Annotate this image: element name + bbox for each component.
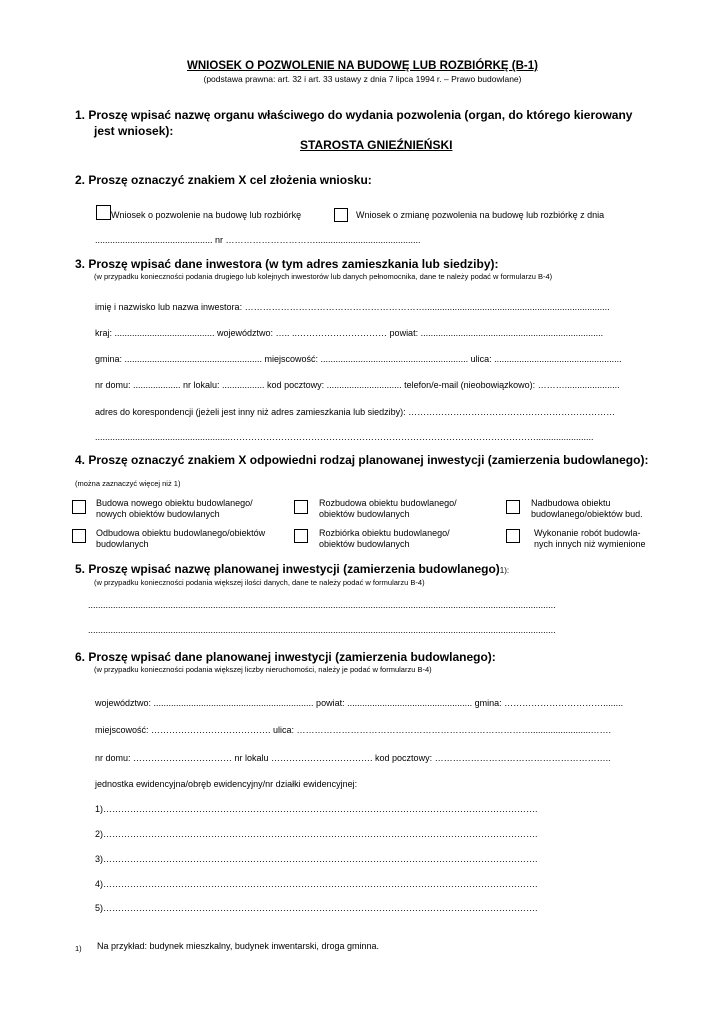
section-5-footnote-ref: 1): (499, 566, 510, 575)
investment-name-field-line-1[interactable]: ........................................................................................................................................................................................... (88, 600, 556, 610)
footnote-text: Na przykład: budynek mieszkalny, budynek inwentarski, droga gminna. (97, 941, 379, 951)
form-title: WNIOSEK O POZWOLENIE NA BUDOWĘ LUB ROZBIÓRKĘ (B-1) (187, 60, 538, 72)
change-permit-date-number-field[interactable]: ............................................... nr ………………………….......................................... (95, 235, 421, 245)
cadastral-parcel-field-2[interactable]: 2)………………………………………………………………………………………………………………………………. (95, 829, 538, 839)
section-4-note: (można zaznaczyć więcej niż 1) (75, 479, 181, 488)
investor-country-region-field[interactable]: kraj: ........................................ województwo: ….. ..………………………… powiat: ......................................................................... (95, 328, 604, 338)
section-4-heading: 4. Proszę oznaczyć znakiem X odpowiedni rodzaj planowanej inwestycji (zamierzenia budowlanego): (75, 453, 649, 467)
section-6-note: (w przypadku konieczności podania większej liczby nieruchomości, należy je podać w formularzu B-4) (94, 665, 432, 674)
investment-house-postcode-field[interactable]: nr domu: …………………………… nr lokalu ……………………………. kod pocztowy: ………………………………………………….. (95, 753, 611, 763)
section-2-heading: 2. Proszę oznaczyć znakiem X cel złożenia wniosku: (75, 173, 372, 187)
investment-type-reconstruction-label: Odbudowa obiektu budowlanego/obiektów budowlanych (96, 528, 266, 549)
purpose-option-change-permit-label: Wniosek o zmianę pozwolenia na budowę lub rozbiórkę z dnia (356, 210, 605, 220)
section-5-heading-text: 5. Proszę wpisać nazwę planowanej inwestycji (zamierzenia budowlanego) (75, 562, 500, 576)
investment-type-demolition-label: Rozbiórka obiektu budowlanego/ obiektów budowlanych (319, 528, 450, 549)
section-3-note: (w przypadku konieczności podania drugiego lub kolejnych inwestorów lub danych pełnomocnika, dane te należy podać w formularzu B-4) (94, 272, 553, 281)
investor-correspondence-address-field[interactable]: adres do korespondencji (jeżeli jest inny niż adres zamieszkania lub siedziby): …………………………………………………………… (95, 407, 616, 417)
investment-type-checkbox-reconstruction[interactable] (72, 529, 86, 543)
cadastral-parcel-field-5[interactable]: 5)………………………………………………………………………………………………………………………………. (95, 903, 538, 913)
investment-locality-street-field[interactable]: miejscowość: …………………………………. ulica: ……………………………………………………………………........................……. (95, 725, 612, 735)
purpose-checkbox-new-permit[interactable] (96, 205, 111, 220)
investment-type-checkbox-other-works[interactable] (506, 529, 520, 543)
investment-type-checkbox-demolition[interactable] (294, 529, 308, 543)
investment-type-checkbox-extension[interactable] (294, 500, 308, 514)
section-3-heading: 3. Proszę wpisać dane inwestora (w tym adres zamieszkania lub siedziby): (75, 257, 499, 271)
section-1-heading: 1. Proszę wpisać nazwę organu właściwego do wydania pozwolenia (organ, do którego kierowany (75, 108, 633, 122)
investment-name-field-line-2[interactable]: ........................................................................................................................................................................................... (88, 625, 556, 635)
authority-name: STAROSTA GNIEŹNIEŃSKI (300, 138, 453, 152)
investor-house-contact-field[interactable]: nr domu: ................... nr lokalu: ................. kod pocztowy: .............................. telefon/e-mail (nieobowiązkowo): ………...................... (95, 380, 620, 390)
investment-type-extension-label: Rozbudowa obiektu budowlanego/ obiektów budowlanych (319, 498, 457, 519)
purpose-option-new-permit-label: Wniosek o pozwolenie na budowę lub rozbiórkę (111, 210, 302, 220)
section-1-heading-cont: jest wniosek): (94, 124, 174, 138)
investment-type-checkbox-new-build[interactable] (72, 500, 86, 514)
cadastral-parcel-field-3[interactable]: 3)………………………………………………………………………………………………………………………………. (95, 854, 538, 864)
investment-type-other-works-label: Wykonanie robót budowla-nych innych niż wymienione (534, 528, 646, 549)
purpose-checkbox-change-permit[interactable] (334, 208, 348, 222)
investor-correspondence-address-line-2[interactable]: ......................................................…………………………………………………………………………………………....................... (95, 432, 594, 442)
cadastral-parcel-field-1[interactable]: 1)………………………………………………………………………………………………………………………………. (95, 804, 538, 814)
cadastral-parcel-field-4[interactable]: 4)………………………………………………………………………………………………………………………………. (95, 879, 538, 889)
footnote-marker: 1) (75, 944, 82, 953)
investment-type-superstructure-label: Nadbudowa obiektu budowlanego/obiektów bud. (531, 498, 643, 519)
cadastral-parcels-label: jednostka ewidencyjna/obręb ewidencyjny/nr działki ewidencyjnej: (95, 779, 358, 789)
section-6-heading: 6. Proszę wpisać dane planowanej inwestycji (zamierzenia budowlanego): (75, 650, 496, 664)
investment-region-field[interactable]: województwo: ................................................................ powiat: .................................................. gmina: ……………………………........ (95, 698, 624, 708)
investment-type-checkbox-superstructure[interactable] (506, 500, 520, 514)
investment-type-new-build-label: Budowa nowego obiektu budowlanego/ nowych obiektów budowlanych (96, 498, 253, 519)
form-subtitle: (podstawa prawna: art. 32 i art. 33 ustawy z dnia 7 lipca 1994 r. – Prawo budowlane) (203, 74, 522, 84)
investor-municipality-street-field[interactable]: gmina: ....................................................... miejscowość: ........................................................... ulica: ................................................... (95, 354, 622, 364)
section-5-heading (75, 562, 509, 576)
investor-name-field[interactable]: imię i nazwisko lub nazwa inwestora: …………………………………………………….......................................................................... (95, 302, 610, 312)
section-5-note: (w przypadku konieczności podania większej ilości danych, dane te należy podać w formularzu B-4) (94, 578, 425, 587)
